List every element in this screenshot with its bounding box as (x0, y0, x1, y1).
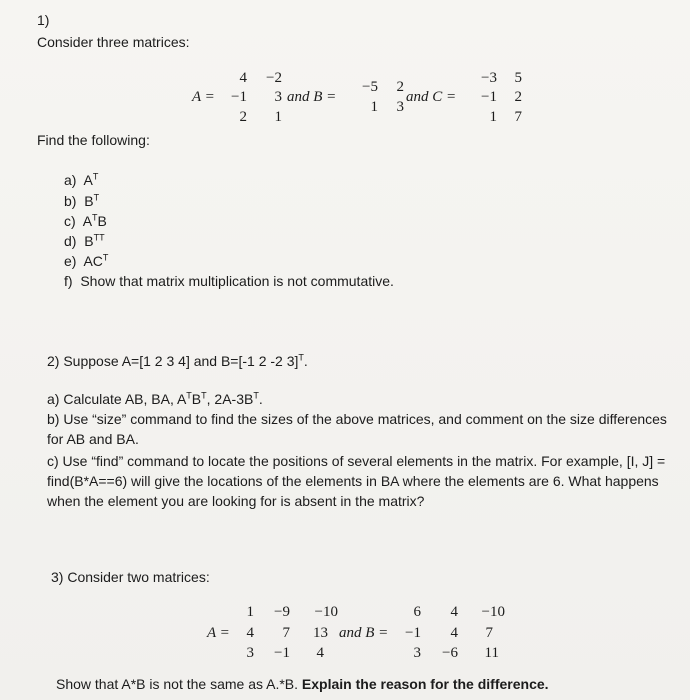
q3-a-r2c1: 4 (246, 625, 254, 641)
q2-part-b: b) Use “size” command to find the sizes of the above matrices, and comment on the size differences for AB and BA. (47, 411, 667, 447)
q1-number: 1) (37, 12, 50, 28)
q3-b-r2c1: −1 (405, 625, 421, 641)
q3-footer: Show that A*B is not the same as A.*B. Explain the reason for the difference. (56, 676, 549, 692)
q2-part-c: c) Use “find” command to locate the positions of several elements in the matrix. For example, [I, J] = find(B*A==6) will give the locations of the elements in BA where the elements are 6. What happens when the element you are looking for is absent in the matrix? (47, 453, 666, 509)
q1-a-r1c2: −2 (266, 70, 282, 86)
q1-c-r2c1: −1 (481, 89, 497, 105)
q1-c-r3c1: 1 (489, 109, 497, 125)
q3-a-r3c1: 3 (246, 645, 254, 661)
q1-a-r2c1: −1 (231, 89, 247, 105)
q1-and-c-label: and C = (406, 89, 457, 105)
q3-a-r3c2: −1 (274, 645, 290, 661)
q1-c-r2c2: 2 (514, 89, 522, 105)
q3-b-r3c1: 3 (413, 645, 421, 661)
q1-a-r2c2: 3 (274, 89, 282, 105)
q3-b-r3c2: −6 (442, 645, 458, 661)
q3-b-r2c3: 7 (485, 625, 493, 641)
q3-b-r1c2: 4 (450, 604, 458, 620)
q1-a-r3c1: 2 (239, 109, 247, 125)
q3-and-b-label: and B = (339, 625, 389, 641)
q1-a-r1c1: 4 (239, 70, 247, 86)
q3-b-r1c1: 6 (413, 604, 421, 620)
q1-c-r1c2: 5 (514, 70, 522, 86)
q1-c-r3c2: 7 (514, 109, 522, 125)
q1-b-r2c2: 3 (396, 99, 404, 115)
q1-item-e: e) $AC^T$ (64, 252, 109, 269)
q2-intro: 2) Suppose A=[1 2 3 4] and B=[-1 2 -2 3]$^T$. (47, 352, 308, 369)
q1-c-r1c1: −3 (481, 70, 497, 86)
q1-b-r1c2: 2 (396, 79, 404, 95)
q1-b-r1c1: −5 (362, 79, 378, 95)
q1-item-b: b) $B^T$ (64, 192, 100, 209)
q3-b-r1c3: −10 (481, 604, 505, 620)
q1-item-a: a) $A^T$ (64, 171, 99, 188)
q3-a-r1c1: 1 (246, 604, 254, 620)
q3-b-r3c3: 11 (484, 645, 499, 661)
q1-find-label: Find the following: (37, 132, 150, 148)
q3-matrix-a-label: A = (207, 625, 230, 641)
q1-intro: Consider three matrices: (37, 34, 190, 50)
q1-item-f: f) Show that matrix multiplication is not commutative. (64, 273, 394, 289)
q1-matrix-a-label: A = (192, 89, 215, 105)
q2-part-a: a) Calculate AB, BA, $A^TB^T$, $2A-3B^T$. (47, 390, 263, 407)
q3-a-r2c2: 7 (282, 625, 290, 641)
q1-item-d: d) $B^{TT}$ (64, 232, 105, 249)
q3-a-r1c3: −10 (314, 604, 338, 620)
q3-intro: 3) Consider two matrices: (51, 569, 210, 585)
q1-a-r3c2: 1 (274, 109, 282, 125)
q3-b-r2c2: 4 (450, 625, 458, 641)
q3-a-r3c3: 4 (316, 645, 324, 661)
q1-b-r2c1: 1 (370, 99, 378, 115)
q3-a-r2c3: 13 (313, 625, 328, 641)
q3-a-r1c2: −9 (274, 604, 290, 620)
q1-and-b-label: and B = (287, 89, 337, 105)
q1-item-c: c) $A^TB$ (64, 212, 107, 229)
